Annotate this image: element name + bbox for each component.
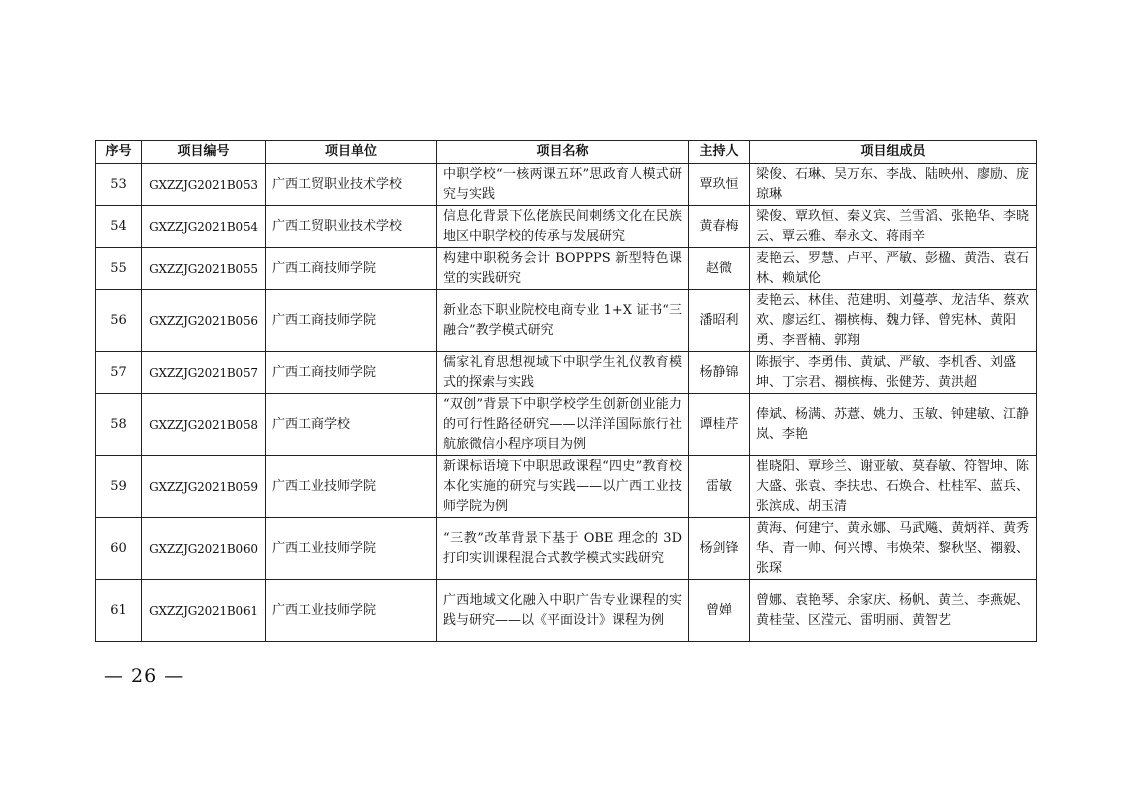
cell-unit: 广西工业技师学院 [266, 456, 437, 518]
cell-name: 新课标语境下中职思政课程“四史”教育校本化实施的研究与实践——以广西工业技师学院为例 [437, 456, 689, 518]
cell-no: 55 [96, 248, 142, 290]
cell-host: 杨剑锋 [689, 518, 750, 580]
header-name: 项目名称 [437, 141, 689, 164]
cell-no: 61 [96, 580, 142, 642]
cell-members: 黄海、何建宁、黄永娜、马武飚、黄炳祥、黄秀华、青一帅、何兴博、韦焕荣、黎秋坚、禤毅、张琛 [750, 518, 1037, 580]
cell-unit: 广西工商技师学院 [266, 248, 437, 290]
table-header [96, 141, 1037, 164]
cell-no: 58 [96, 394, 142, 456]
cell-code: GXZZJG2021B060 [142, 518, 266, 580]
cell-unit: 广西工商技师学院 [266, 290, 437, 352]
cell-members: 麦艳云、林佳、范建明、刘蔓葶、龙洁华、蔡欢欢、廖运红、禤槟梅、魏力铎、曾宪林、黄阳勇、李晋楠、郭翔 [750, 290, 1037, 352]
cell-host: 潘昭利 [689, 290, 750, 352]
table-body [96, 164, 1037, 642]
cell-no: 59 [96, 456, 142, 518]
header-row [96, 141, 1037, 164]
cell-host: 谭桂芹 [689, 394, 750, 456]
cell-name: 信息化背景下仫佬族民间刺绣文化在民族地区中职学校的传承与发展研究 [437, 206, 689, 248]
page-number: — 26 — [104, 665, 185, 687]
cell-unit: 广西工商技师学院 [266, 352, 437, 394]
cell-code: GXZZJG2021B055 [142, 248, 266, 290]
cell-members: 崔晓阳、覃珍兰、谢亚敏、莫春敏、符智坤、陈大盛、张袁、李扶忠、石焕合、杜桂军、蓝兵、张滨成、胡玉清 [750, 456, 1037, 518]
cell-name: “三教”改革背景下基于 OBE 理念的 3D 打印实训课程混合式教学模式实践研究 [437, 518, 689, 580]
cell-host: 雷敏 [689, 456, 750, 518]
table-row [96, 394, 1037, 456]
cell-no: 56 [96, 290, 142, 352]
table-row [96, 352, 1037, 394]
cell-members: 曾娜、袁艳琴、余家庆、杨帆、黄兰、李燕妮、黄桂莹、区滢元、雷明丽、黄智艺 [750, 580, 1037, 642]
cell-no: 54 [96, 206, 142, 248]
table-row [96, 518, 1037, 580]
cell-code: GXZZJG2021B061 [142, 580, 266, 642]
cell-code: GXZZJG2021B054 [142, 206, 266, 248]
header-host: 主持人 [689, 141, 750, 164]
header-members: 项目组成员 [750, 141, 1037, 164]
cell-unit: 广西工业技师学院 [266, 580, 437, 642]
table-row [96, 456, 1037, 518]
cell-code: GXZZJG2021B056 [142, 290, 266, 352]
header-no: 序号 [96, 141, 142, 164]
cell-code: GXZZJG2021B057 [142, 352, 266, 394]
cell-name: “双创”背景下中职学校学生创新创业能力的可行性路径研究——以洋洋国际旅行社航旅微信小程序项目为例 [437, 394, 689, 456]
cell-host: 赵微 [689, 248, 750, 290]
cell-name: 构建中职税务会计 BOPPPS 新型特色课堂的实践研究 [437, 248, 689, 290]
cell-members: 陈振宇、李勇伟、黄斌、严敏、李机香、刘盛坤、丁宗君、禤槟梅、张健芳、黄洪超 [750, 352, 1037, 394]
cell-unit: 广西工贸职业技术学校 [266, 206, 437, 248]
cell-name: 儒家礼育思想视域下中职学生礼仪教育模式的探索与实践 [437, 352, 689, 394]
cell-host: 覃玖恒 [689, 164, 750, 206]
table-row [96, 290, 1037, 352]
cell-name: 广西地域文化融入中职广告专业课程的实践与研究——以《平面设计》课程为例 [437, 580, 689, 642]
table-row [96, 164, 1037, 206]
cell-members: 麦艳云、罗慧、卢平、严敏、彭楹、黄浩、袁石林、赖斌伦 [750, 248, 1037, 290]
table-row [96, 580, 1037, 642]
cell-code: GXZZJG2021B053 [142, 164, 266, 206]
cell-no: 53 [96, 164, 142, 206]
header-unit: 项目单位 [266, 141, 437, 164]
cell-no: 60 [96, 518, 142, 580]
cell-host: 杨静锦 [689, 352, 750, 394]
cell-code: GXZZJG2021B058 [142, 394, 266, 456]
cell-no: 57 [96, 352, 142, 394]
cell-host: 黄春梅 [689, 206, 750, 248]
header-code: 项目编号 [142, 141, 266, 164]
cell-unit: 广西工业技师学院 [266, 518, 437, 580]
cell-name: 新业态下职业院校电商专业 1+X 证书“三融合”教学模式研究 [437, 290, 689, 352]
cell-code: GXZZJG2021B059 [142, 456, 266, 518]
cell-members: 梁俊、覃玖恒、秦义宾、兰雪滔、张艳华、李晓云、覃云雅、奉永文、蒋雨辛 [750, 206, 1037, 248]
table-row [96, 248, 1037, 290]
cell-unit: 广西工商学校 [266, 394, 437, 456]
cell-name: 中职学校“一核两课五环”思政育人模式研究与实践 [437, 164, 689, 206]
cell-members: 俸斌、杨满、苏薏、姚力、玉敏、钟建敏、江静岚、李艳 [750, 394, 1037, 456]
cell-host: 曾婵 [689, 580, 750, 642]
project-table [95, 140, 1037, 642]
table-row [96, 206, 1037, 248]
cell-unit: 广西工贸职业技术学校 [266, 164, 437, 206]
cell-members: 梁俊、石琳、吴万东、李战、陆映州、廖励、庞琼琳 [750, 164, 1037, 206]
